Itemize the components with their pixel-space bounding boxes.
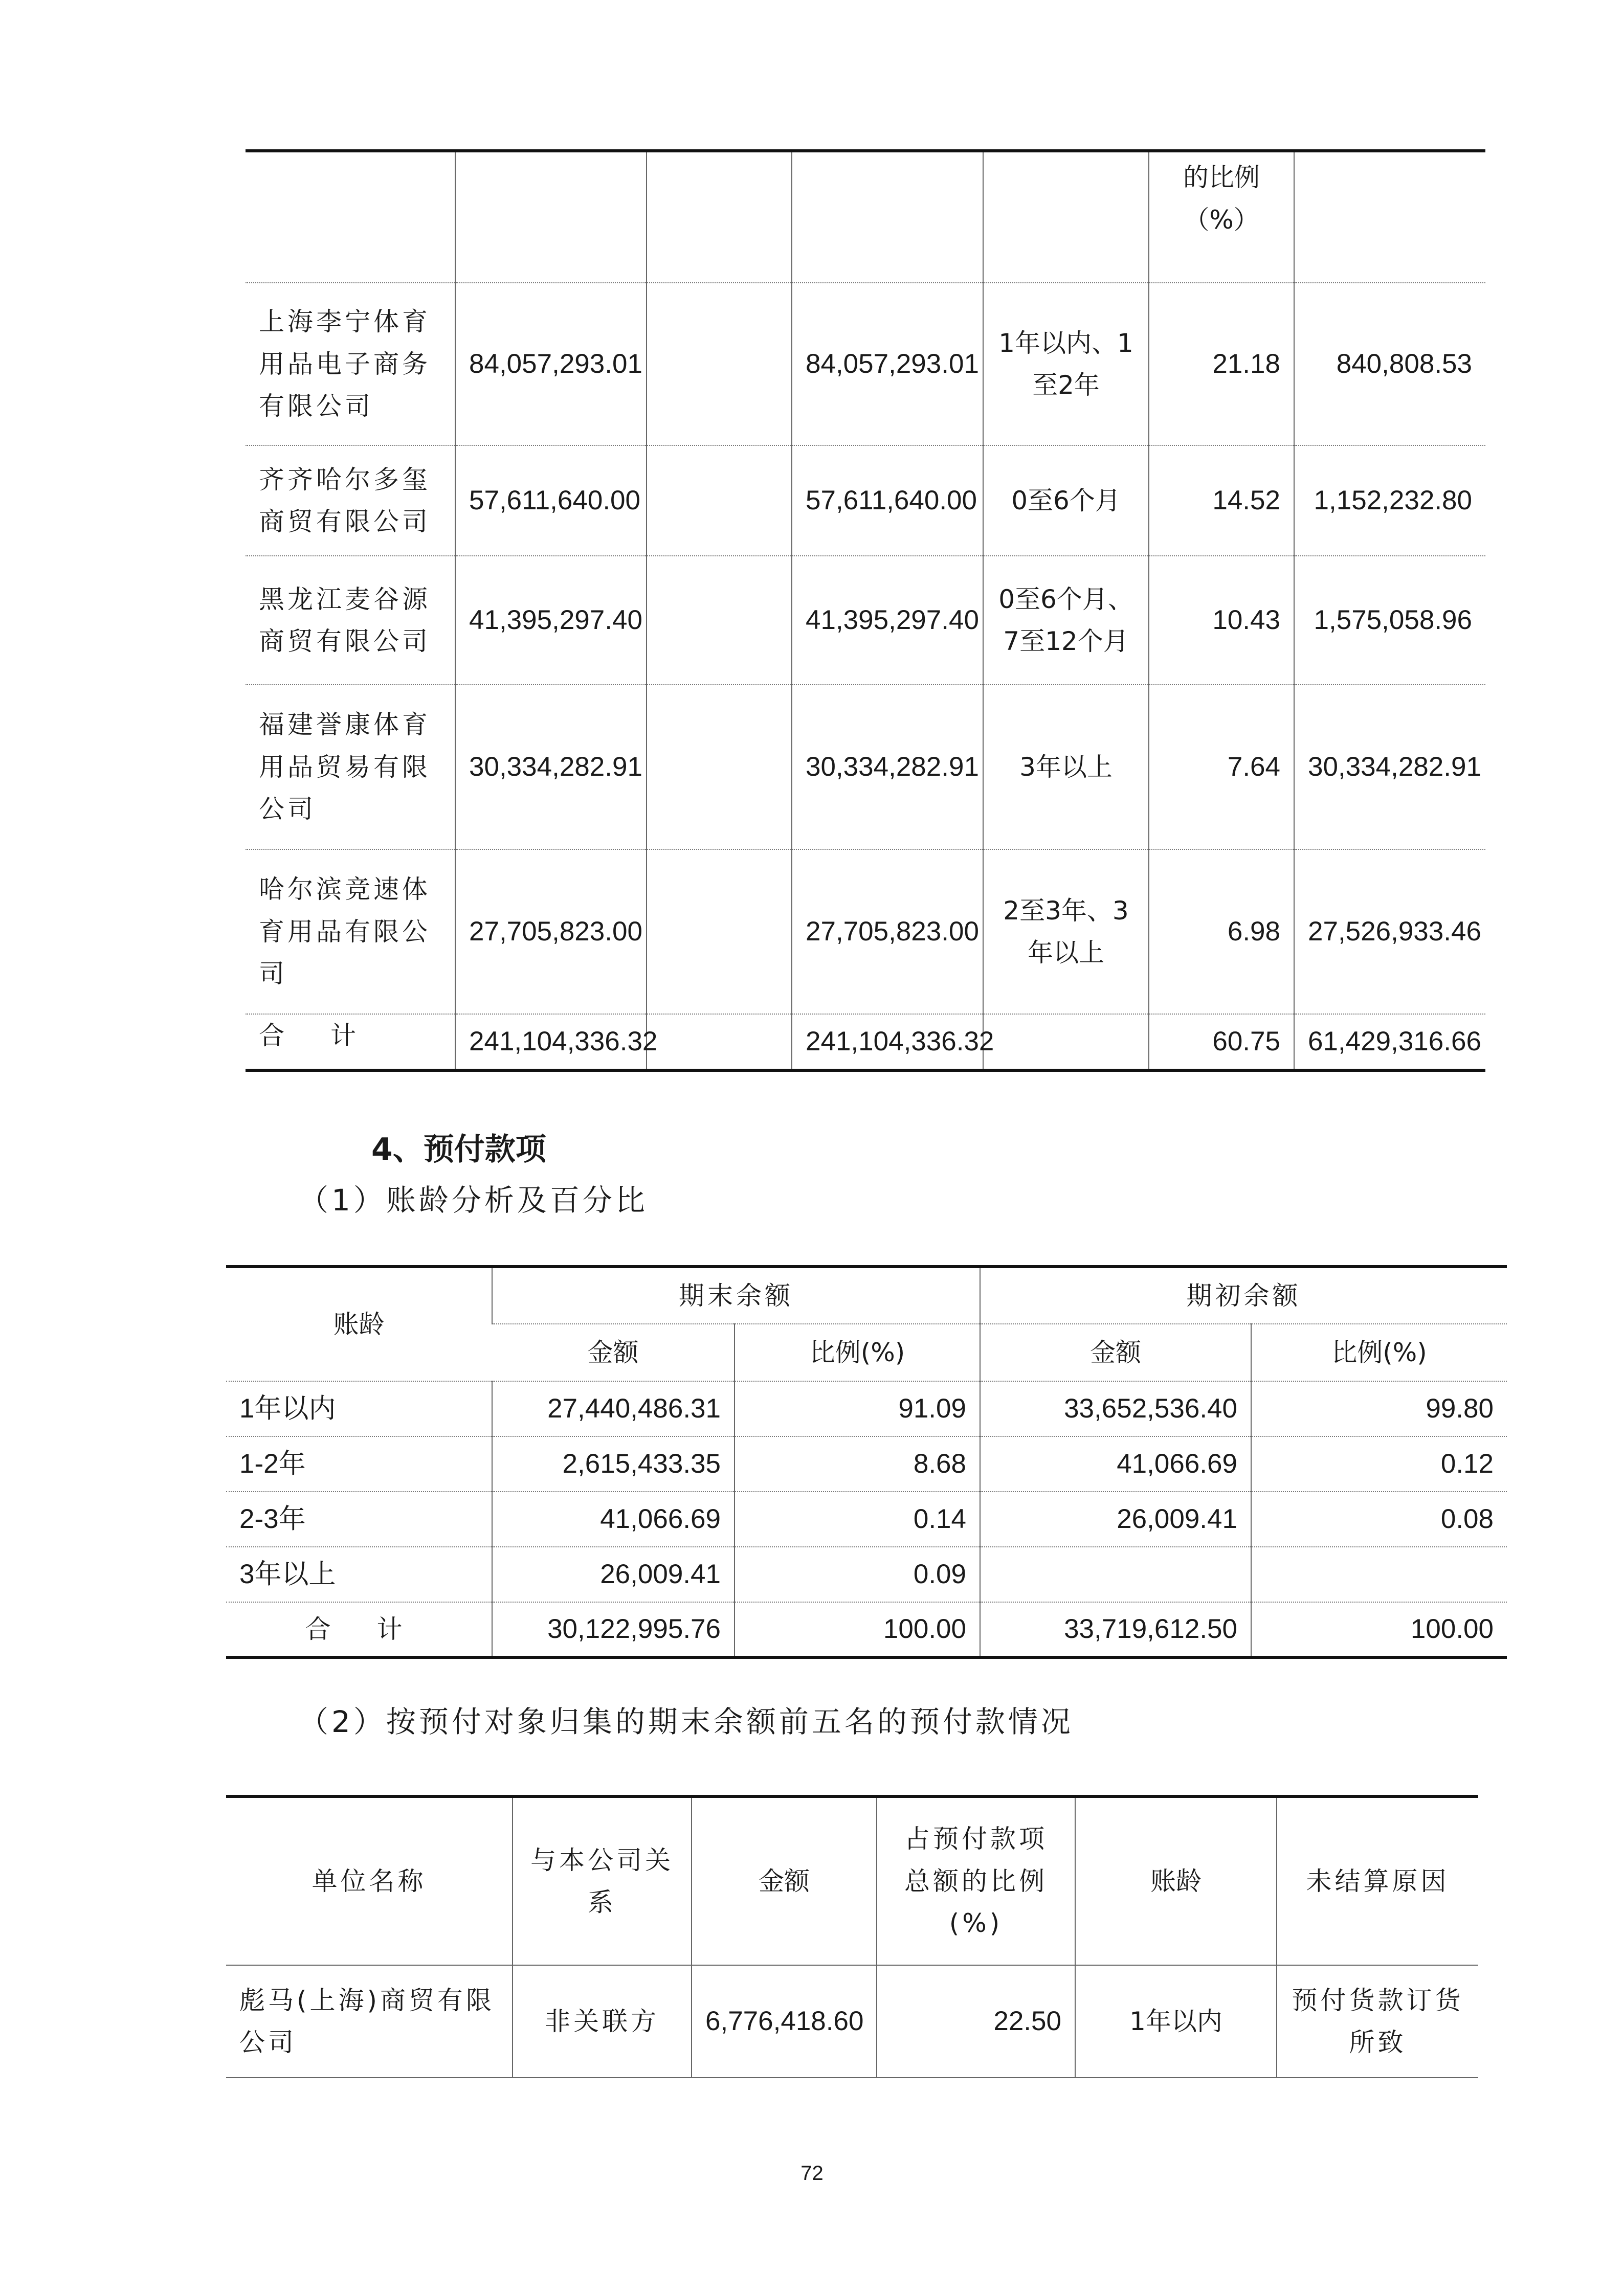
end-amount: 41,066.69: [492, 1492, 735, 1547]
header-end-balance: 期末余额: [492, 1267, 980, 1324]
total-label: 合 计: [259, 1021, 366, 1050]
ratio: 21.18: [1149, 283, 1294, 445]
aging: 3年以上: [983, 685, 1149, 849]
aging-label: 3年以上: [226, 1547, 492, 1602]
header-amount: 金额: [980, 1324, 1251, 1381]
begin-ratio: 99.80: [1251, 1381, 1507, 1436]
aging: 2至3年、3年以上: [983, 849, 1149, 1014]
end-ratio: 8.68: [735, 1436, 980, 1492]
header-row: [226, 1796, 1478, 1965]
header-ratio: 比例(%): [1251, 1324, 1507, 1381]
company-name: 齐齐哈尔多玺商贸有限公司: [246, 445, 455, 556]
amount: 6,776,418.60: [692, 1965, 877, 2078]
provision: 1,152,232.80: [1294, 445, 1485, 556]
total-end-amount: 30,122,995.76: [492, 1602, 735, 1657]
section-heading: 4、预付款项: [371, 1132, 546, 1167]
ratio: 6.98: [1149, 849, 1294, 1014]
total-row: [226, 1602, 1507, 1657]
table-row: [246, 849, 1485, 1014]
ratio: 22.50: [877, 1965, 1075, 2078]
provision: 840,808.53: [1294, 283, 1485, 445]
balance: 30,334,282.91: [455, 685, 647, 849]
balance: 57,611,640.00: [455, 445, 647, 556]
total-provision: 61,429,316.66: [1294, 1014, 1485, 1070]
relation: 非关联方: [513, 1965, 692, 2078]
header-row: [226, 1267, 1507, 1324]
amount: 27,705,823.00: [792, 849, 983, 1014]
prepayment-top5-table: [226, 1795, 1478, 2078]
company-name: 上海李宁体育用品电子商务有限公司: [246, 283, 455, 445]
provision: 27,526,933.46: [1294, 849, 1485, 1014]
provision: 1,575,058.96: [1294, 556, 1485, 685]
aging-label: 1-2年: [226, 1436, 492, 1492]
header-ratio: 占预付款项总额的比例(%): [877, 1796, 1075, 1965]
amount: 57,611,640.00: [792, 445, 983, 556]
aging: 1年以内: [1075, 1965, 1277, 2078]
table-row: [246, 283, 1485, 445]
begin-ratio: [1251, 1547, 1507, 1602]
table-row: [226, 1547, 1507, 1602]
total-row: [246, 1014, 1485, 1070]
header-aging: 账龄: [226, 1267, 492, 1381]
balance: 41,395,297.40: [455, 556, 647, 685]
end-ratio: 91.09: [735, 1381, 980, 1436]
balance: 84,057,293.01: [455, 283, 647, 445]
header-ratio-fragment: 的比例（%）: [1149, 151, 1294, 283]
header-amount: 金额: [692, 1796, 877, 1965]
header-amount: 金额: [492, 1324, 735, 1381]
ratio: 10.43: [1149, 556, 1294, 685]
end-amount: 2,615,433.35: [492, 1436, 735, 1492]
table-row: [226, 1492, 1507, 1547]
begin-amount: [980, 1547, 1251, 1602]
table-header-row: [246, 151, 1485, 283]
table-row: [246, 685, 1485, 849]
total-begin-amount: 33,719,612.50: [980, 1602, 1251, 1657]
header-relation: 与本公司关系: [513, 1796, 692, 1965]
begin-ratio: 0.12: [1251, 1436, 1507, 1492]
receivables-top5-table: [246, 149, 1485, 1072]
balance: 27,705,823.00: [455, 849, 647, 1014]
company-name: 黑龙江麦谷源商贸有限公司: [246, 556, 455, 685]
reason: 预付货款订货所致: [1277, 1965, 1478, 2078]
end-amount: 27,440,486.31: [492, 1381, 735, 1436]
header-ratio: 比例(%): [735, 1324, 980, 1381]
table-row: [246, 556, 1485, 685]
begin-amount: 26,009.41: [980, 1492, 1251, 1547]
company-name: 彪马(上海)商贸有限公司: [226, 1965, 513, 2078]
total-begin-ratio: 100.00: [1251, 1602, 1507, 1657]
header-begin-balance: 期初余额: [980, 1267, 1507, 1324]
aging: 0至6个月: [983, 445, 1149, 556]
subsection-title: （2）按预付对象归集的期末余额前五名的预付款情况: [299, 1704, 1074, 1739]
total-label: 合 计: [305, 1614, 413, 1644]
header-reason: 未结算原因: [1277, 1796, 1478, 1965]
ratio: 7.64: [1149, 685, 1294, 849]
total-balance: 241,104,336.32: [455, 1014, 647, 1070]
aging-label: 1年以内: [226, 1381, 492, 1436]
total-ratio: 60.75: [1149, 1014, 1294, 1070]
company-name: 福建誉康体育用品贸易有限公司: [246, 685, 455, 849]
begin-ratio: 0.08: [1251, 1492, 1507, 1547]
provision: 30,334,282.91: [1294, 685, 1485, 849]
end-ratio: 0.09: [735, 1547, 980, 1602]
total-amount: 241,104,336.32: [792, 1014, 983, 1070]
end-ratio: 0.14: [735, 1492, 980, 1547]
table-row: [226, 1381, 1507, 1436]
begin-amount: 33,652,536.40: [980, 1381, 1251, 1436]
header-name: 单位名称: [226, 1796, 513, 1965]
subsection-title: （1）账龄分析及百分比: [299, 1183, 648, 1218]
aging-label: 2-3年: [226, 1492, 492, 1547]
prepayment-aging-table: [226, 1265, 1507, 1659]
table-row: [226, 1436, 1507, 1492]
page-number: 72: [800, 2162, 824, 2185]
table-row: [226, 1965, 1478, 2078]
amount: 30,334,282.91: [792, 685, 983, 849]
end-amount: 26,009.41: [492, 1547, 735, 1602]
begin-amount: 41,066.69: [980, 1436, 1251, 1492]
aging: 0至6个月、7至12个月: [983, 556, 1149, 685]
amount: 41,395,297.40: [792, 556, 983, 685]
table-row: [246, 445, 1485, 556]
company-name: 哈尔滨竞速体育用品有限公司: [246, 849, 455, 1014]
amount: 84,057,293.01: [792, 283, 983, 445]
header-aging: 账龄: [1075, 1796, 1277, 1965]
total-end-ratio: 100.00: [735, 1602, 980, 1657]
aging: 1年以内、1至2年: [983, 283, 1149, 445]
ratio: 14.52: [1149, 445, 1294, 556]
